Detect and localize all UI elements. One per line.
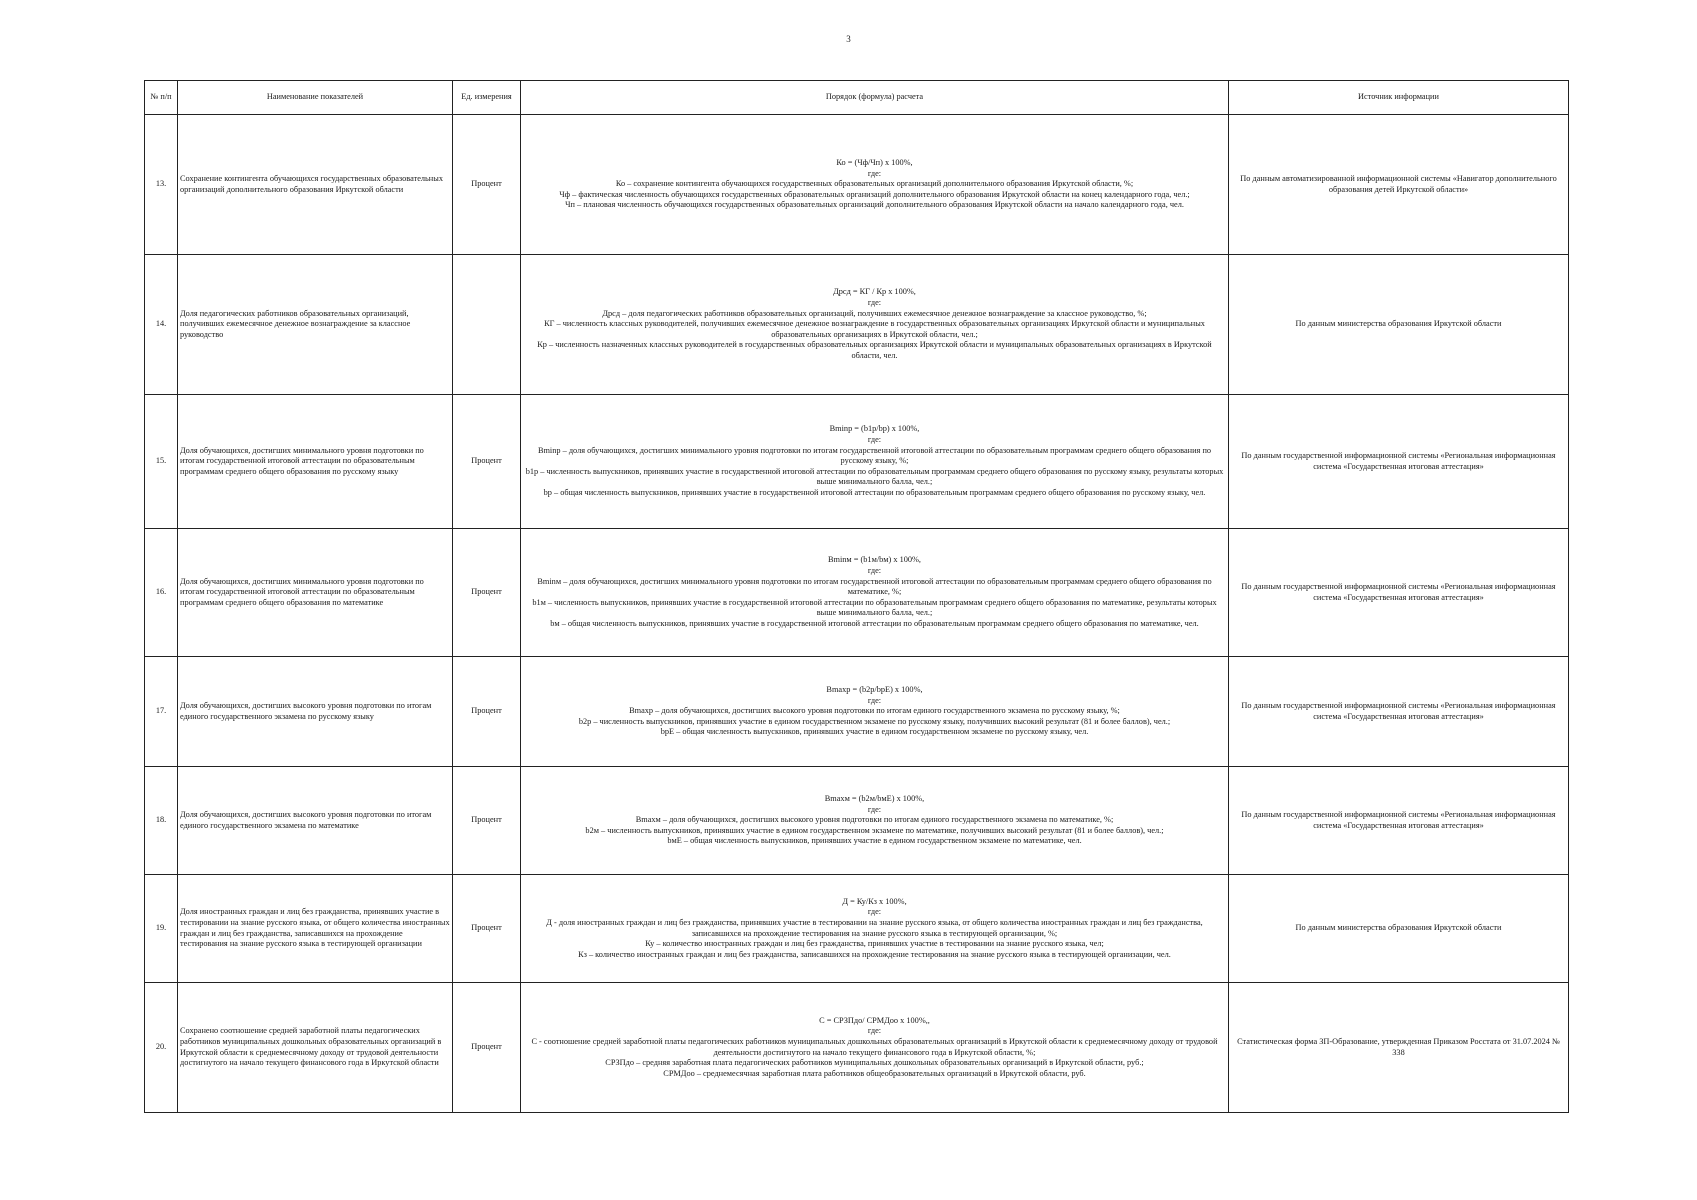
info-source: По данным государственной информационной системы «Региональная информационная система «Государственная итоговая аттестация»: [1229, 657, 1569, 767]
formula-line: Кз – количество иностранных граждан и лиц без гражданства, записавшихся на прохождение тестирования на знание русского языка в тестирующей организации, чел.: [578, 949, 1171, 959]
formula-line: Чф – фактическая численность обучающихся государственных образовательных организаций дополнительного образования Иркутской области на конец календарного года, чел.;: [559, 189, 1190, 199]
formula-cell: [521, 529, 1229, 657]
formula-line: Дрсд = КГ / Кр х 100%,: [833, 287, 916, 297]
formula-cell: [521, 255, 1229, 395]
formula-line: СРЗПдо – средняя заработная плата педагогических работников муниципальных дошкольных образовательных организаций в Иркутской области, руб.;: [605, 1058, 1144, 1068]
info-source: По данным государственной информационной системы «Региональная информационная система «Государственная итоговая аттестация»: [1229, 767, 1569, 875]
table-row: [145, 255, 1569, 395]
indicator-name: Доля педагогических работников образовательных организаций, получивших ежемесячное денежное вознаграждение за классное руководство: [178, 255, 453, 395]
formula-line: Ко = (Чф/Чп) х 100%,: [836, 157, 913, 167]
header-row: [145, 81, 1569, 115]
table-row: [145, 875, 1569, 983]
formula-line: bмЕ – общая численность выпускников, принявших участие в едином государственном экзамене по математике, чел.: [667, 836, 1082, 846]
formula-line: Д - доля иностранных граждан и лиц без гражданства, принявших участие в тестировании на знание русского языка, от общего количества иностранных граждан и лиц без гражданства, записавшихся на прохождение тестирования на знание русского языка в тестирующей организации, %;: [546, 917, 1203, 938]
info-source: По данным автоматизированной информационной системы «Навигатор дополнительного образования детей Иркутской области»: [1229, 115, 1569, 255]
formula-cell: [521, 657, 1229, 767]
row-number: 19.: [145, 875, 178, 983]
header-name: Наименование показателей: [178, 81, 453, 115]
table-row: [145, 115, 1569, 255]
table-row: [145, 395, 1569, 529]
formula-line: Bminр – доля обучающихся, достигших минимального уровня подготовки по итогам государственной итоговой аттестации по образовательным программам среднего общего образования по русскому языку, %;: [537, 445, 1212, 466]
formula-line: bр – общая численность выпускников, принявших участие в государственной итоговой аттестации по образовательным программам среднего общего образования по русскому языку, чел.: [543, 488, 1206, 498]
formula-cell: [521, 983, 1229, 1113]
indicator-name: Сохранение контингента обучающихся государственных образовательных организаций дополнительного образования Иркутской области: [178, 115, 453, 255]
formula-line: Bminм = (b1м/bм) х 100%,: [827, 555, 922, 565]
formula-cell: [521, 115, 1229, 255]
formula-line: С - соотношение средней заработной платы педагогических работников муниципальных дошкольных образовательных организаций в Иркутской области к среднемесячному доходу от трудовой деятельности достигнутого на начало текущего финансового года в Иркутской области, %;: [531, 1036, 1218, 1057]
formula-line: b2м – численность выпускников, принявших участие в едином государственном экзамене по математике, получивших высокий результат (81 и более баллов), чел.;: [585, 825, 1164, 835]
formula-line: где:: [867, 168, 882, 178]
formula-line: С = СРЗПдо/ СРМДоо х 100%,,: [819, 1015, 930, 1025]
unit: Процент: [453, 657, 521, 767]
formula-line: Bmaxр – доля обучающихся, достигших высокого уровня подготовки по итогам единого государственного экзамена по русскому языку, %;: [629, 706, 1120, 716]
unit: Процент: [453, 115, 521, 255]
info-source: Статистическая форма ЗП-Образование, утвержденная Приказом Росстата от 31.07.2024 № 338: [1229, 983, 1569, 1113]
info-source: По данным министерства образования Иркутской области: [1229, 255, 1569, 395]
row-number: 13.: [145, 115, 178, 255]
indicator-name: Сохранено соотношение средней заработной платы педагогических работников муниципальных дошкольных образовательных организаций в Иркутской области к среднемесячному доходу от трудовой деятельности достигнутого на начало текущего финансового года в Иркутской области: [178, 983, 453, 1113]
formula-cell: [521, 767, 1229, 875]
formula-line: Bmaxр = (b2р/bрЕ) х 100%,: [826, 684, 923, 694]
row-number: 17.: [145, 657, 178, 767]
formula-line: Чп – плановая численность обучающихся государственных образовательных организаций дополнительного образования Иркутской области на начало календарного года, чел.: [565, 200, 1184, 210]
formula-line: Дрсд – доля педагогических работников образовательных организаций, получивших ежемесячное денежное вознаграждение за классное руководство, %;: [602, 308, 1147, 318]
formula-cell: [521, 875, 1229, 983]
formula-line: где:: [867, 804, 882, 814]
formula-line: КГ – численность классных руководителей, получивших ежемесячное денежное вознаграждение в государственных образовательных организациях Иркутской области и муниципальных образовательных организациях в Иркутской области, чел.;: [544, 319, 1205, 339]
indicator-name: Доля иностранных граждан и лиц без гражданства, принявших участие в тестировании на знание русского языка, от общего количества иностранных граждан и лиц без гражданства, записавшихся на прохождение тестирования на знание русского языка в тестирующей организации: [178, 875, 453, 983]
unit: Процент: [453, 767, 521, 875]
formula-line: b2р – численность выпускников, принявших участие в едином государственном экзамене по русскому языку, получивших высокий результат (81 и более баллов), чел.;: [578, 716, 1171, 726]
formula-line: b1м – численность выпускников, принявших участие в государственной итоговой аттестации по образовательным программам среднего общего образования по математике, результаты которых выше минимального балла, чел.;: [532, 597, 1217, 618]
formula-line: Bminм – доля обучающихся, достигших минимального уровня подготовки по итогам государственной итоговой аттестации по образовательным программам среднего общего образования по математике, %;: [537, 576, 1212, 597]
table-row: [145, 983, 1569, 1113]
formula-line: где:: [867, 907, 882, 917]
formula-line: где:: [867, 695, 882, 705]
formula-cell: [521, 395, 1229, 529]
indicator-name: Доля обучающихся, достигших минимального уровня подготовки по итогам государственной итоговой аттестации по образовательным программам среднего общего образования по математике: [178, 529, 453, 657]
formula-line: Bmaxм = (b2м/bмЕ) х 100%,: [824, 793, 925, 803]
unit: Процент: [453, 983, 521, 1113]
info-source: По данным государственной информационной системы «Региональная информационная система «Государственная итоговая аттестация»: [1229, 395, 1569, 529]
page-number: 3: [846, 34, 851, 44]
formula-line: где:: [867, 1026, 882, 1036]
formula-line: где:: [867, 565, 882, 575]
formula-line: где:: [867, 434, 882, 444]
row-number: 20.: [145, 983, 178, 1113]
info-source: По данным министерства образования Иркутской области: [1229, 875, 1569, 983]
formula-line: СРМДоо – среднемесячная заработная плата работников общеобразовательных организаций в Иркутской области, руб.: [663, 1068, 1086, 1078]
header-formula: Порядок (формула) расчета: [521, 81, 1229, 115]
formula-line: Bmaxм – доля обучающихся, достигших высокого уровня подготовки по итогам единого государственного экзамена по математике, %;: [635, 815, 1114, 825]
formula-line: где:: [867, 297, 882, 307]
formula-line: bрЕ – общая численность выпускников, принявших участие в едином государственном экзамене по русскому языку, чел.: [660, 727, 1089, 737]
formula-line: Ку – количество иностранных граждан и лиц без гражданства, принявших участие в тестировании на знание русского языка, чел;: [645, 939, 1104, 949]
formula-line: b1р – численность выпускников, принявших участие в государственной итоговой аттестации по образовательным программам среднего общего образования по русскому языку, результаты которых выше минимального балла, чел.;: [525, 466, 1224, 487]
row-number: 15.: [145, 395, 178, 529]
header-source: Источник информации: [1229, 81, 1569, 115]
formula-line: Ко – сохранение контингента обучающихся государственных образовательных организаций дополнительного образования Иркутской области, %;: [615, 179, 1134, 189]
formula-line: bм – общая численность выпускников, принявших участие в государственной итоговой аттестации по образовательным программам среднего общего образования по математике, чел.: [550, 619, 1199, 629]
formula-line: Кр – численность назначенных классных руководителей в государственных образовательных организациях Иркутской области и муниципальных образовательных организациях в Иркутской области, чел.: [537, 340, 1212, 361]
unit: Процент: [453, 529, 521, 657]
formula-line: Д = Ку/Кз х 100%,: [842, 896, 907, 906]
header-num: № п/п: [145, 81, 178, 115]
row-number: 14.: [145, 255, 178, 395]
table-row: [145, 767, 1569, 875]
row-number: 18.: [145, 767, 178, 875]
row-number: 16.: [145, 529, 178, 657]
unit: [453, 255, 521, 395]
table-row: [145, 529, 1569, 657]
indicator-name: Доля обучающихся, достигших минимального уровня подготовки по итогам государственной итоговой аттестации по образовательным программам среднего общего образования по русскому языку: [178, 395, 453, 529]
table-row: [145, 657, 1569, 767]
indicators-table: [144, 80, 1569, 1113]
indicator-name: Доля обучающихся, достигших высокого уровня подготовки по итогам единого государственного экзамена по математике: [178, 767, 453, 875]
header-unit: Ед. измерения: [453, 81, 521, 115]
info-source: По данным государственной информационной системы «Региональная информационная система «Государственная итоговая аттестация»: [1229, 529, 1569, 657]
indicator-name: Доля обучающихся, достигших высокого уровня подготовки по итогам единого государственного экзамена по русскому языку: [178, 657, 453, 767]
unit: Процент: [453, 395, 521, 529]
formula-line: Bminр = (b1р/bр) х 100%,: [829, 424, 920, 434]
unit: Процент: [453, 875, 521, 983]
